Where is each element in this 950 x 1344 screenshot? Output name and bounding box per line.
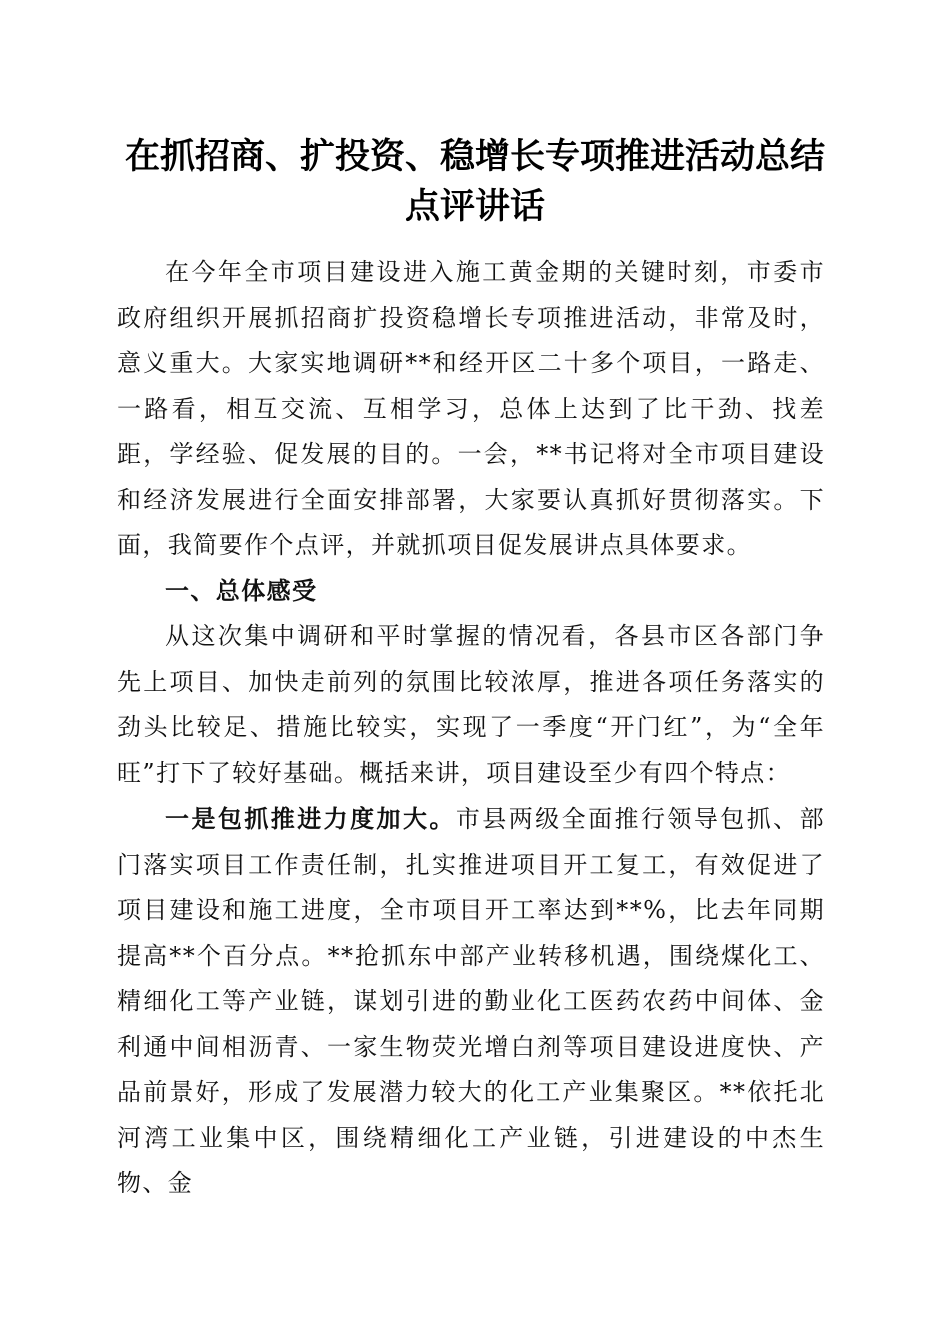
- point1-body: 市县两级全面推行领导包抓、部门落实项目工作责任制，扎实推进项目开工复工，有效促进了项目建设和施工进度，全市项目开工率达到**%，比去年同期提高**个百分点。**抢抓东中部产业转移机遇，围绕煤化工、精细化工等产业链，谋划引进的勤业化工医药农药中间体、金利通中间相沥青、一家生物荧光增白剂等项目建设进度快、产品前景好，形成了发展潜力较大的化工产业集聚区。**依托北河湾工业集中区，围绕精细化工产业链，引进建设的中杰生物、金: [117, 805, 825, 1197]
- document-body: [117, 250, 825, 1207]
- point1-lead: 一是包抓推进力度加大。: [165, 804, 456, 833]
- title-line-1: 在抓招商、扩投资、稳增长专项推进活动总结: [124, 137, 825, 177]
- document-title: [110, 132, 840, 232]
- intro-paragraph: 在今年全市项目建设进入施工黄金期的关键时刻，市委市政府组织开展抓招商扩投资稳增长专项推进活动，非常及时，意义重大。大家实地调研**和经开区二十多个项目，一路走、一路看，相互交流、互相学习，总体上达到了比干劲、找差距，学经验、促发展的目的。一会，**书记将对全市项目建设和经济发展进行全面安排部署，大家要认真抓好贯彻落实。下面，我简要作个点评，并就抓项目促发展讲点具体要求。: [117, 258, 825, 559]
- point1-paragraph: [117, 796, 825, 1207]
- section1-paragraph: 从这次集中调研和平时掌握的情况看，各县市区各部门争先上项目、加快走前列的氛围比较浓厚，推进各项任务落实的劲头比较足、措施比较实，实现了一季度“开门红”，为“全年旺”打下了较好基础。概括来讲，项目建设至少有四个特点：: [117, 622, 825, 787]
- section-heading-overall: 一、总体感受: [165, 576, 318, 605]
- title-line-2: 点评讲话: [404, 187, 545, 227]
